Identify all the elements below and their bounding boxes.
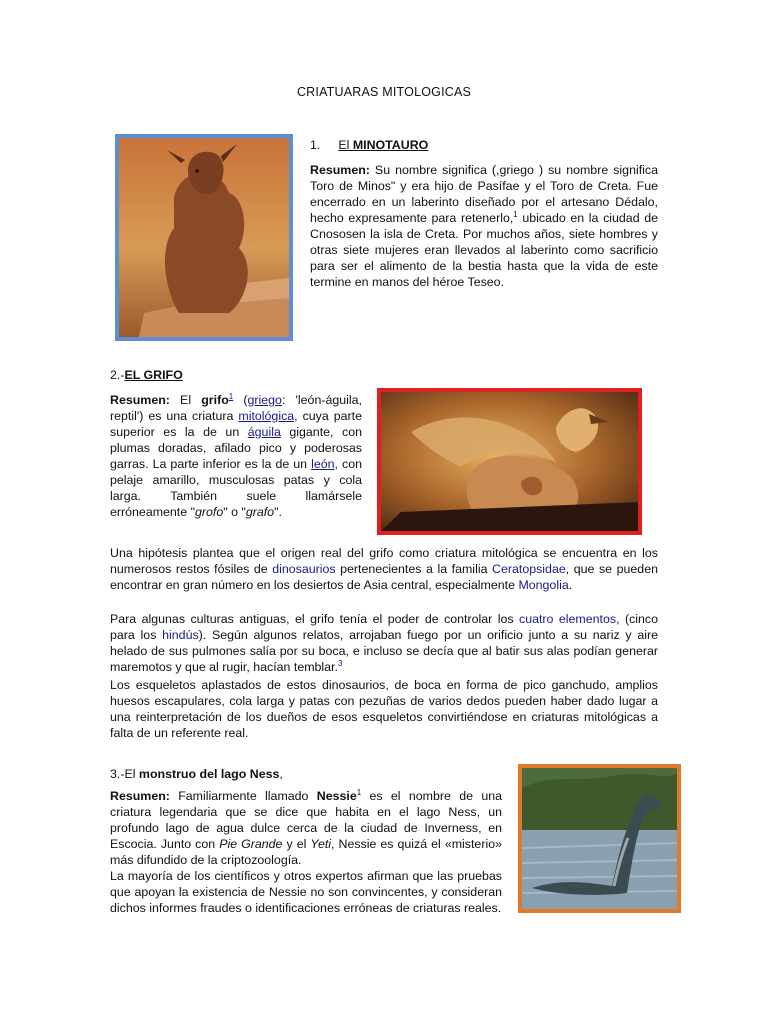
- footnote-ref[interactable]: 1: [513, 209, 518, 219]
- minotaur-heading: 1. El MINOTAURO: [310, 138, 429, 152]
- link-leon[interactable]: león: [311, 457, 335, 471]
- link-aguila[interactable]: águila: [247, 425, 281, 439]
- link-mongolia[interactable]: Mongolia: [518, 578, 569, 592]
- minotaur-summary: Resumen: Su nombre significa (,griego ) su nombre significa Toro de Minos" y era hijo de Pasífae y el Toro de Creta. Fue encerrado en un laberinto diseñado por el artesano Dédalo, hecho expresamente para retenerlo,$^1$ ubicado en la ciudad de Cnososen la isla de Creta. Por muchos años, siete hombres y otras siete mujeres eran llevados al laberinto como sacrificio para ser el alimento de la bestia hasta que la vida de este termine en manos del héroe Teseo.: [310, 163, 658, 289]
- ness-summary: Resumen: Familiarmente llamado Nessie$^1$ es el nombre de una criatura legendaria que se dice que habita en el lago Ness, un profundo lago de agua dulce cerca de la ciudad de Inverness, en Escocia. Junto con Pie Grande y el Yeti, Nessie es quizá el «misterio» más difundido de la criptozoología.: [110, 787, 502, 867]
- minotaur-number: 1.: [310, 138, 321, 152]
- link-ceratopsidae[interactable]: Ceratopsidae: [492, 562, 566, 576]
- footnote-ref[interactable]: 3: [337, 658, 343, 668]
- link-dinosaurios[interactable]: dinosaurios: [272, 562, 336, 576]
- link-hindus[interactable]: hindús: [162, 628, 199, 642]
- grifo-paragraph-4: Los esqueletos aplastados de estos dinosaurios, de boca en forma de pico ganchudo, amplios huesos escapulares, cola larga y patas con pezuñas de varios dedos pueden haber dado lugar a una reinterpretación de los dueños de esos esqueletos convirtiéndose en criaturas mitológicas a falta de un referente real.: [110, 678, 658, 740]
- nessie-image: [518, 764, 681, 913]
- page-title: CRIATUARAS MITOLOGICAS: [296, 85, 472, 99]
- ness-paragraph-2: La mayoría de los científicos y otros expertos afirman que las pruebas que apoyan la existencia de Nessie no son convincentes, y consideran dichos informes fraudes o identificaciones erróneas de criaturas reales.: [110, 869, 502, 915]
- grifo-summary: Resumen: El grifo$^1$ (griego: 'león-águila, reptil') es una criatura mitológica, cuya parte superior es la de un águila gigante, con plumas doradas, afilado pico y poderosas garras. La parte inferior es la de un león, con pelaje amarillo, musculosas patas y cola larga. También suele llamársele erróneamente "grofo" o "grafo".: [110, 391, 362, 519]
- link-cuatro-elementos[interactable]: cuatro elementos: [519, 612, 617, 626]
- footnote-ref[interactable]: 1: [228, 391, 234, 401]
- link-griego[interactable]: griego: [247, 393, 282, 407]
- grifo-heading: 2.-EL GRIFO: [110, 368, 183, 382]
- griffin-image: [377, 388, 642, 535]
- grifo-paragraph-3: Para algunas culturas antiguas, el grifo tenía el poder de controlar los cuatro elementos, (cinco para los hindús). Según algunos relatos, arrojaban fuego por un orificio junto a su nariz y aire helado de sus pulmones salía por su boca, e incluso se decía que al batir sus alas podían generar maremotos y que al rugir, hacían temblar.$^3$: [110, 612, 658, 674]
- footnote-ref[interactable]: 1: [356, 787, 362, 797]
- minotaur-heading-title: MINOTAURO: [352, 138, 429, 152]
- link-mitologica[interactable]: mitológica: [238, 409, 295, 423]
- grifo-paragraph-2: Una hipótesis plantea que el origen real del grifo como criatura mitológica se encuentra en los numerosos restos fósiles de dinosaurios pertenecientes a la familia Ceratopsidae, que se pueden encontrar en gran número en los desiertos de Asia central, especialmente Mongolia.: [110, 546, 658, 592]
- minotaur-image: [115, 134, 293, 341]
- ness-heading: 3.-El monstruo del lago Ness,: [110, 767, 283, 781]
